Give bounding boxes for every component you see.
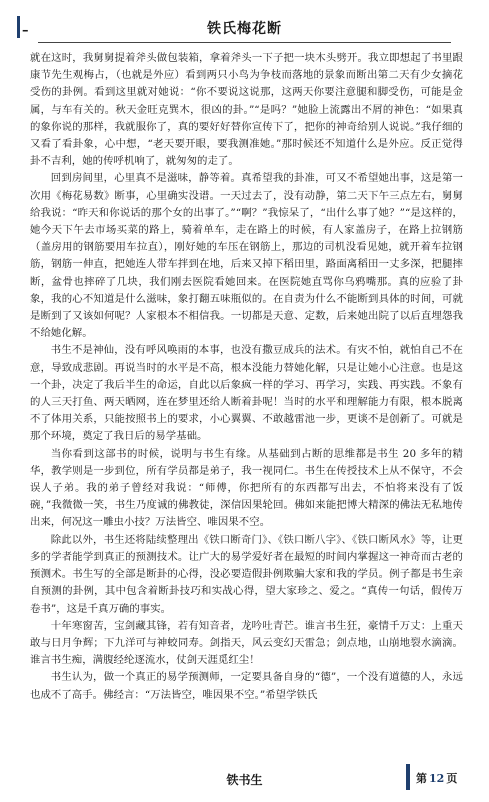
paragraph-5: 除此以外，书生还将陆续整理出《铁口断奇门》、《铁口断八字》、《铁口断风水》等，让更多的学者能学到真正的预测技术。让广大的易学爱好者在最短的时间内掌握这一神奇而古老的预测术。书生写的全部是断卦的心得，没必要造假卦例欺骗大家和我的学员。例子都是书生亲自预测的卦例，其中包含着断卦技巧和实战心得，望大家珍之、爱之。“真传一句话，假传万卷书”，这是千真万确的事实。 <box>30 533 463 615</box>
page-number <box>416 770 457 786</box>
paragraph-7: 书生认为，做一个真正的易学预测师，一定要具备自身的“德”，一个没有道德的人，永远也成不了高手。佛经言：“万法皆空，唯因果不空。”希望学铁氏 <box>30 671 463 701</box>
page-suffix: 页 <box>446 772 458 785</box>
paragraph-2: 回到房间里，心里真不是滋味，静等着。真希望我的卦准，可又不希望她出事，这是第一次用《梅花易数》断事，心里确实没谱。一天过去了，没有动静，第二天下午三点左右，舅舅给我说：“昨天和你说话的那个女的出事了。”“啊？”我惊呆了，“出什么事了她？”“是这样的，她今天下午去市场买菜的路上，骑着单车，走在路上的时候，有人家盖房子，在路上拉钢筋（盖房用的钢筋要用车拉直），刚好她的车压在钢筋上，那边的司机没看见她，就开着车拉钢筋，钢筋一伸直，把她连人带车拌到在地，后来又掉下稻田里，路面离稻田一丈多深，把腿摔断，盆骨也摔碎了几块，我们刚去医院看她回来。在医院她直骂你乌鸦嘴那。真的应验了卦象，我的心不知道是什么滋味，象打翻五味瓶似的。在自责为什么不能断到具体的时间，可就是断到了又该如何呢？人家根本不相信我。一切都是天意、定数，后来她出院了以后直埋怨我不给她化解。 <box>30 172 463 340</box>
footer-author: 铁书生 <box>226 773 263 787</box>
page-number-value: 12 <box>429 772 445 785</box>
footer-accent-bar <box>406 764 410 790</box>
running-header-title: 铁氏梅花断 <box>207 21 282 37</box>
paragraph-3: 书生不是神仙，没有呼风唤雨的本事，也没有撒豆成兵的法术。有灾不怕，就怕自己不在意，导致成悲剧。再说当时的水平是不高，根本没能力替她化解，只是让她小心注意。也是这一个卦，决定了我后半生的命运，自此以后象疯一样的学习、再学习，实践、再实践。不象有的人三天打鱼、两天晒网，连在梦里还给人断着卦呢！当时的水平和理解能力有限，根本脱离不了体用关系，只能按照书上的要求，小心翼翼、不敢越雷池一步，更谈不是创新了。可就是那个环境，奠定了我日后的易学基础。 <box>30 344 463 443</box>
paragraph-4: 当你看到这部书的时候，说明与书生有缘。从基础到占断的思维都是书生 20 多年的精华，教学则是一步到位，所有学员都是弟子，我一视同仁。书生在传授技术上从不保守，不会误人子弟。我的弟子曾经对我说：“师傅，你把所有的东西都写出去，不怕将来没有了饭碗，”我微微一笑，书生乃度诚的佛教徒，深信因果轮回。佛如来能把博大精深的佛法无私地传出来，何况这一雕虫小技？万法皆空、唯因果不空。 <box>30 447 463 529</box>
body-text <box>30 50 463 704</box>
paragraph-6: 十年寒窗苦，宝剑藏其锋，若有知音者，龙吟吐青芒。谁言书生狂，豪情千万丈：上重天敢与日月争辉；下九洋可与神蛟同寿。剑指天，风云变幻天雷急；剑点地，山崩地裂水滴滴。谁言书生痴，满腹经纶逐流水，仗剑天涯觅红尘！ <box>30 619 463 667</box>
header-rule <box>38 42 451 43</box>
header-dash: – <box>22 23 29 38</box>
paragraph-1: 就在这时，我舅舅提着斧头做包装箱，拿着斧头一下子把一块木头劈开。我立即想起了书里跟康节先生观梅占，（也就是外应）看到两只小鸟为争枝而落地的景象而断出第二天有少女摘花受伤的卦例。看到这里就对她说：“你不要说这说那，这两天你要注意腿和脚受伤，可能是金属，与车有关的。秋天金旺克巽木，很凶的卦。”“是吗？”她脸上流露出不屑的神色：“如果真的象你说的那样，我就服你了，真的要好好替你宣传下了，把你的神奇给别人说说。”我仔细的又看了看卦象，心中想，“老天要开眼，要我测准她。”那时候还不知道什么是外应。反正觉得卦不吉利，她的传呼机响了，就匆匆的走了。 <box>30 52 463 168</box>
page-prefix: 第 <box>416 772 427 785</box>
